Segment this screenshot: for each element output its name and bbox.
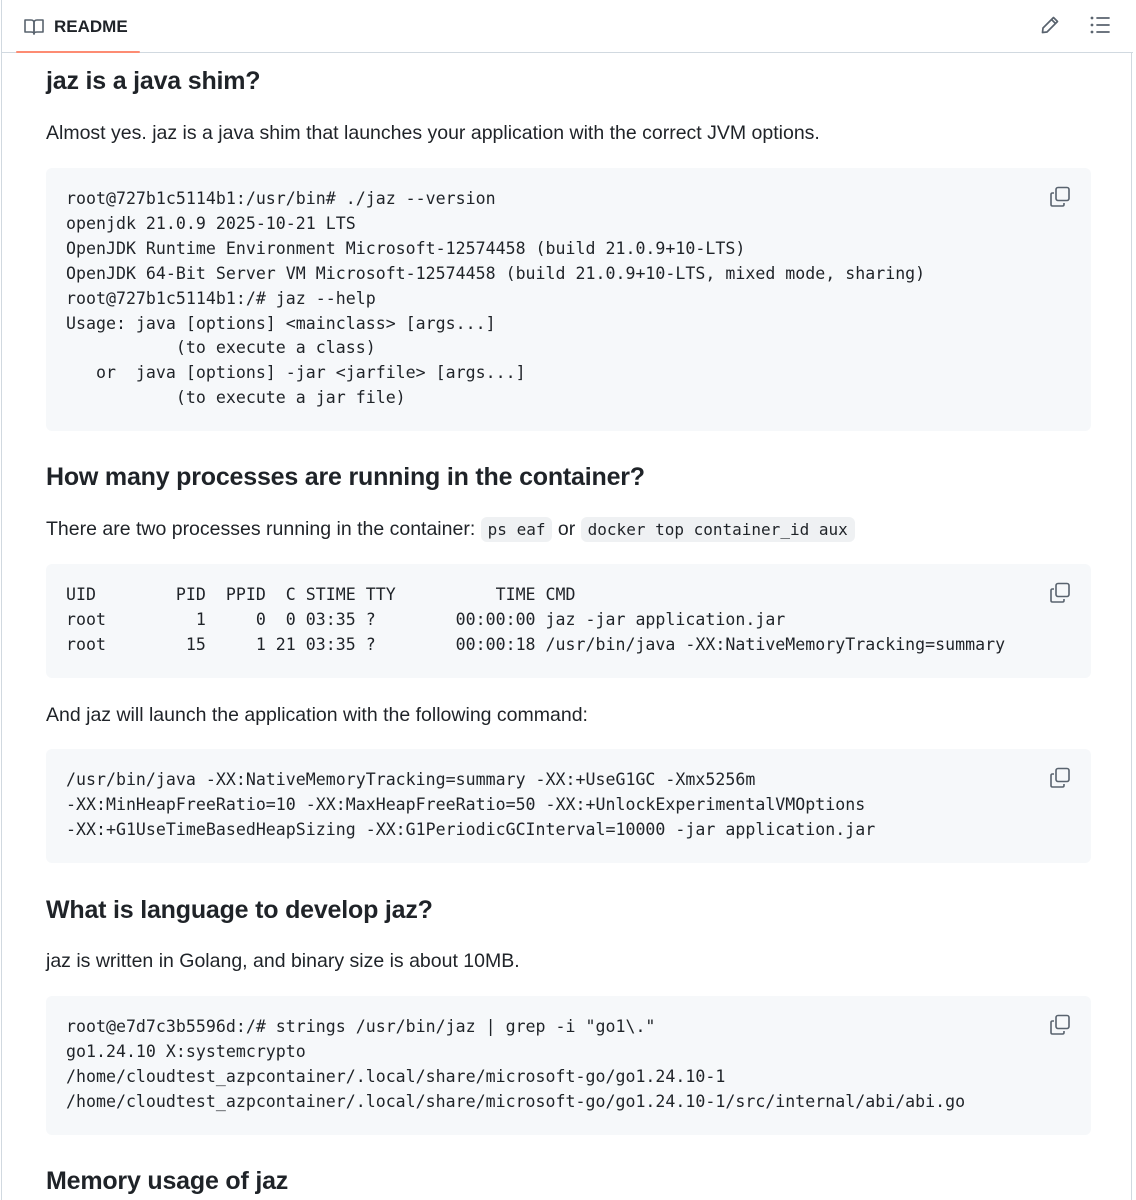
copy-icon[interactable] — [1047, 1012, 1073, 1038]
code-block-strings — [46, 996, 1091, 1135]
list-icon[interactable] — [1087, 12, 1113, 38]
heading-processes: How many processes are running in the container? — [46, 463, 645, 491]
processes-text: There are two processes running in the container: — [46, 518, 476, 540]
processes-paragraph — [46, 515, 855, 544]
copy-icon[interactable] — [1047, 580, 1073, 606]
code-block-launch — [46, 749, 1091, 863]
heading-jaz-java-shim: jaz is a java shim? — [46, 67, 261, 95]
code-processes-text: UID PID PPID C STIME TTY TIME CMD root 1 0 0 03:35 ? 00:00:00 jaz -jar application.jar root 15 1 21 03:35 ? 00:00:18 /usr/bin/java -XX:NativeMemoryTracking=summary — [66, 585, 1006, 654]
code-strings-text: root@e7d7c3b5596d:/# strings /usr/bin/jaz | grep -i "go1\." go1.24.10 X:systemcrypto /home/cloudtest_azpcontainer/.local/share/microsoft-go/go1.24.10-1 /home/cloudtest_azpcontainer/.local/share/microsoft-go/go1.24.10-1/src/internal/abi/abi.go — [66, 1017, 966, 1111]
shim-paragraph: Almost yes. jaz is a java shim that launches your application with the correct JVM options. — [46, 122, 820, 144]
tab-readme[interactable] — [16, 0, 139, 53]
book-icon — [24, 18, 44, 36]
readme-header — [2, 0, 1133, 53]
processes-or: or — [557, 518, 576, 540]
code-block-processes — [46, 564, 1091, 678]
heading-language: What is language to develop jaz? — [46, 896, 433, 924]
inline-code-ps: ps eaf — [481, 517, 553, 542]
readme-panel — [1, 0, 1132, 1200]
pencil-icon[interactable] — [1037, 12, 1063, 38]
copy-icon[interactable] — [1047, 184, 1073, 210]
launch-paragraph: And jaz will launch the application with the following command: — [46, 704, 588, 726]
tab-readme-label: README — [54, 16, 128, 36]
inline-code-docker-top: docker top container_id aux — [581, 517, 855, 542]
heading-memory-usage: Memory usage of jaz — [46, 1167, 289, 1195]
code-launch-text: /usr/bin/java -XX:NativeMemoryTracking=summary -XX:+UseG1GC -Xmx5256m -XX:MinHeapFreeRatio=10 -XX:MaxHeapFreeRatio=50 -XX:+UnlockExperimentalVMOptions -XX:+G1UseTimeBasedHeapSizing -XX:G1PeriodicGCInterval=10000 -jar application.jar — [66, 770, 876, 839]
language-paragraph: jaz is written in Golang, and binary size is about 10MB. — [46, 950, 520, 972]
code-version-text: root@727b1c5114b1:/usr/bin# ./jaz --version openjdk 21.0.9 2025-10-21 LTS OpenJDK Runtime Environment Microsoft-12574458 (build 21.0.9+10-LTS) OpenJDK 64-Bit Server VM Microsoft-12574458 (build 21.0.9+10-LTS, mixed mode, sharing) root@727b1c5114b1:/# jaz --help Usage: java [options] <mainclass> [args...] (to execute a class) or java [options] -jar <jarfile> [args...] (to execute a jar file) — [66, 189, 926, 408]
active-tab-indicator — [16, 51, 140, 53]
copy-icon[interactable] — [1047, 765, 1073, 791]
code-block-version — [46, 168, 1091, 431]
